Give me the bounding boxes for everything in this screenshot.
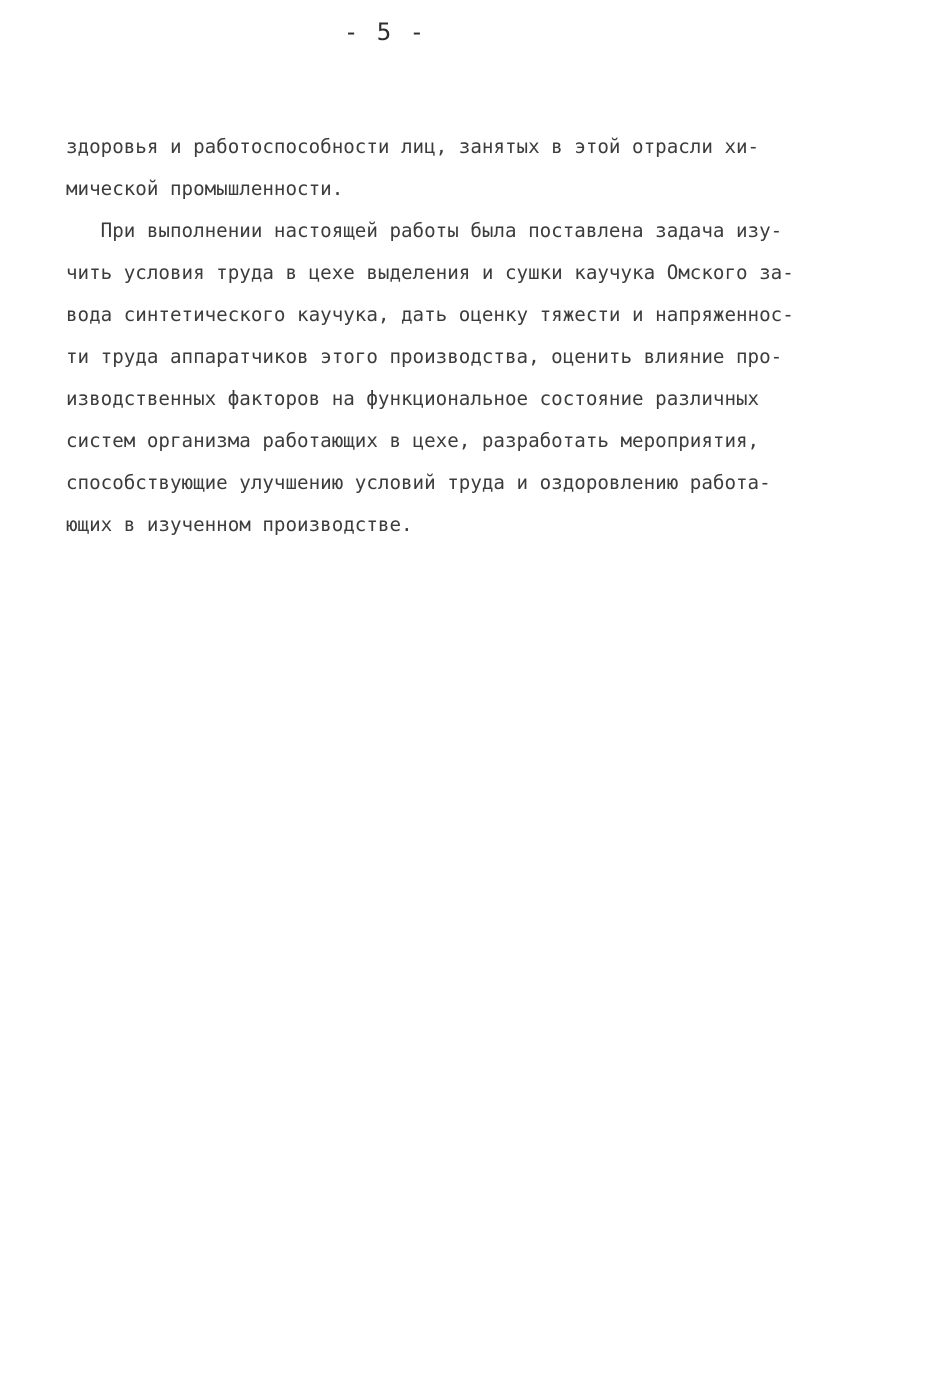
text-line: мической промышленности.	[66, 177, 344, 200]
body-text	[66, 126, 886, 546]
text-line: При выполнении настоящей работы была поставлена задача изу-	[66, 219, 783, 242]
text-line: ющих в изученном производстве.	[66, 513, 413, 536]
text-line: чить условия труда в цехе выделения и сушки каучука Омского за-	[66, 261, 794, 284]
text-line: систем организма работающих в цехе, разработать мероприятия,	[66, 429, 760, 452]
text-line: ти труда аппаратчиков этого производства, оценить влияние про-	[66, 345, 783, 368]
page-number: - 5 -	[343, 18, 427, 46]
text-line: здоровья и работоспособности лиц, занятых в этой отрасли хи-	[66, 135, 760, 158]
text-line: вода синтетического каучука, дать оценку тяжести и напряженнос-	[66, 303, 794, 326]
text-line: изводственных факторов на функциональное состояние различных	[66, 387, 760, 410]
text-line: способствующие улучшению условий труда и оздоровлению работа-	[66, 471, 771, 494]
